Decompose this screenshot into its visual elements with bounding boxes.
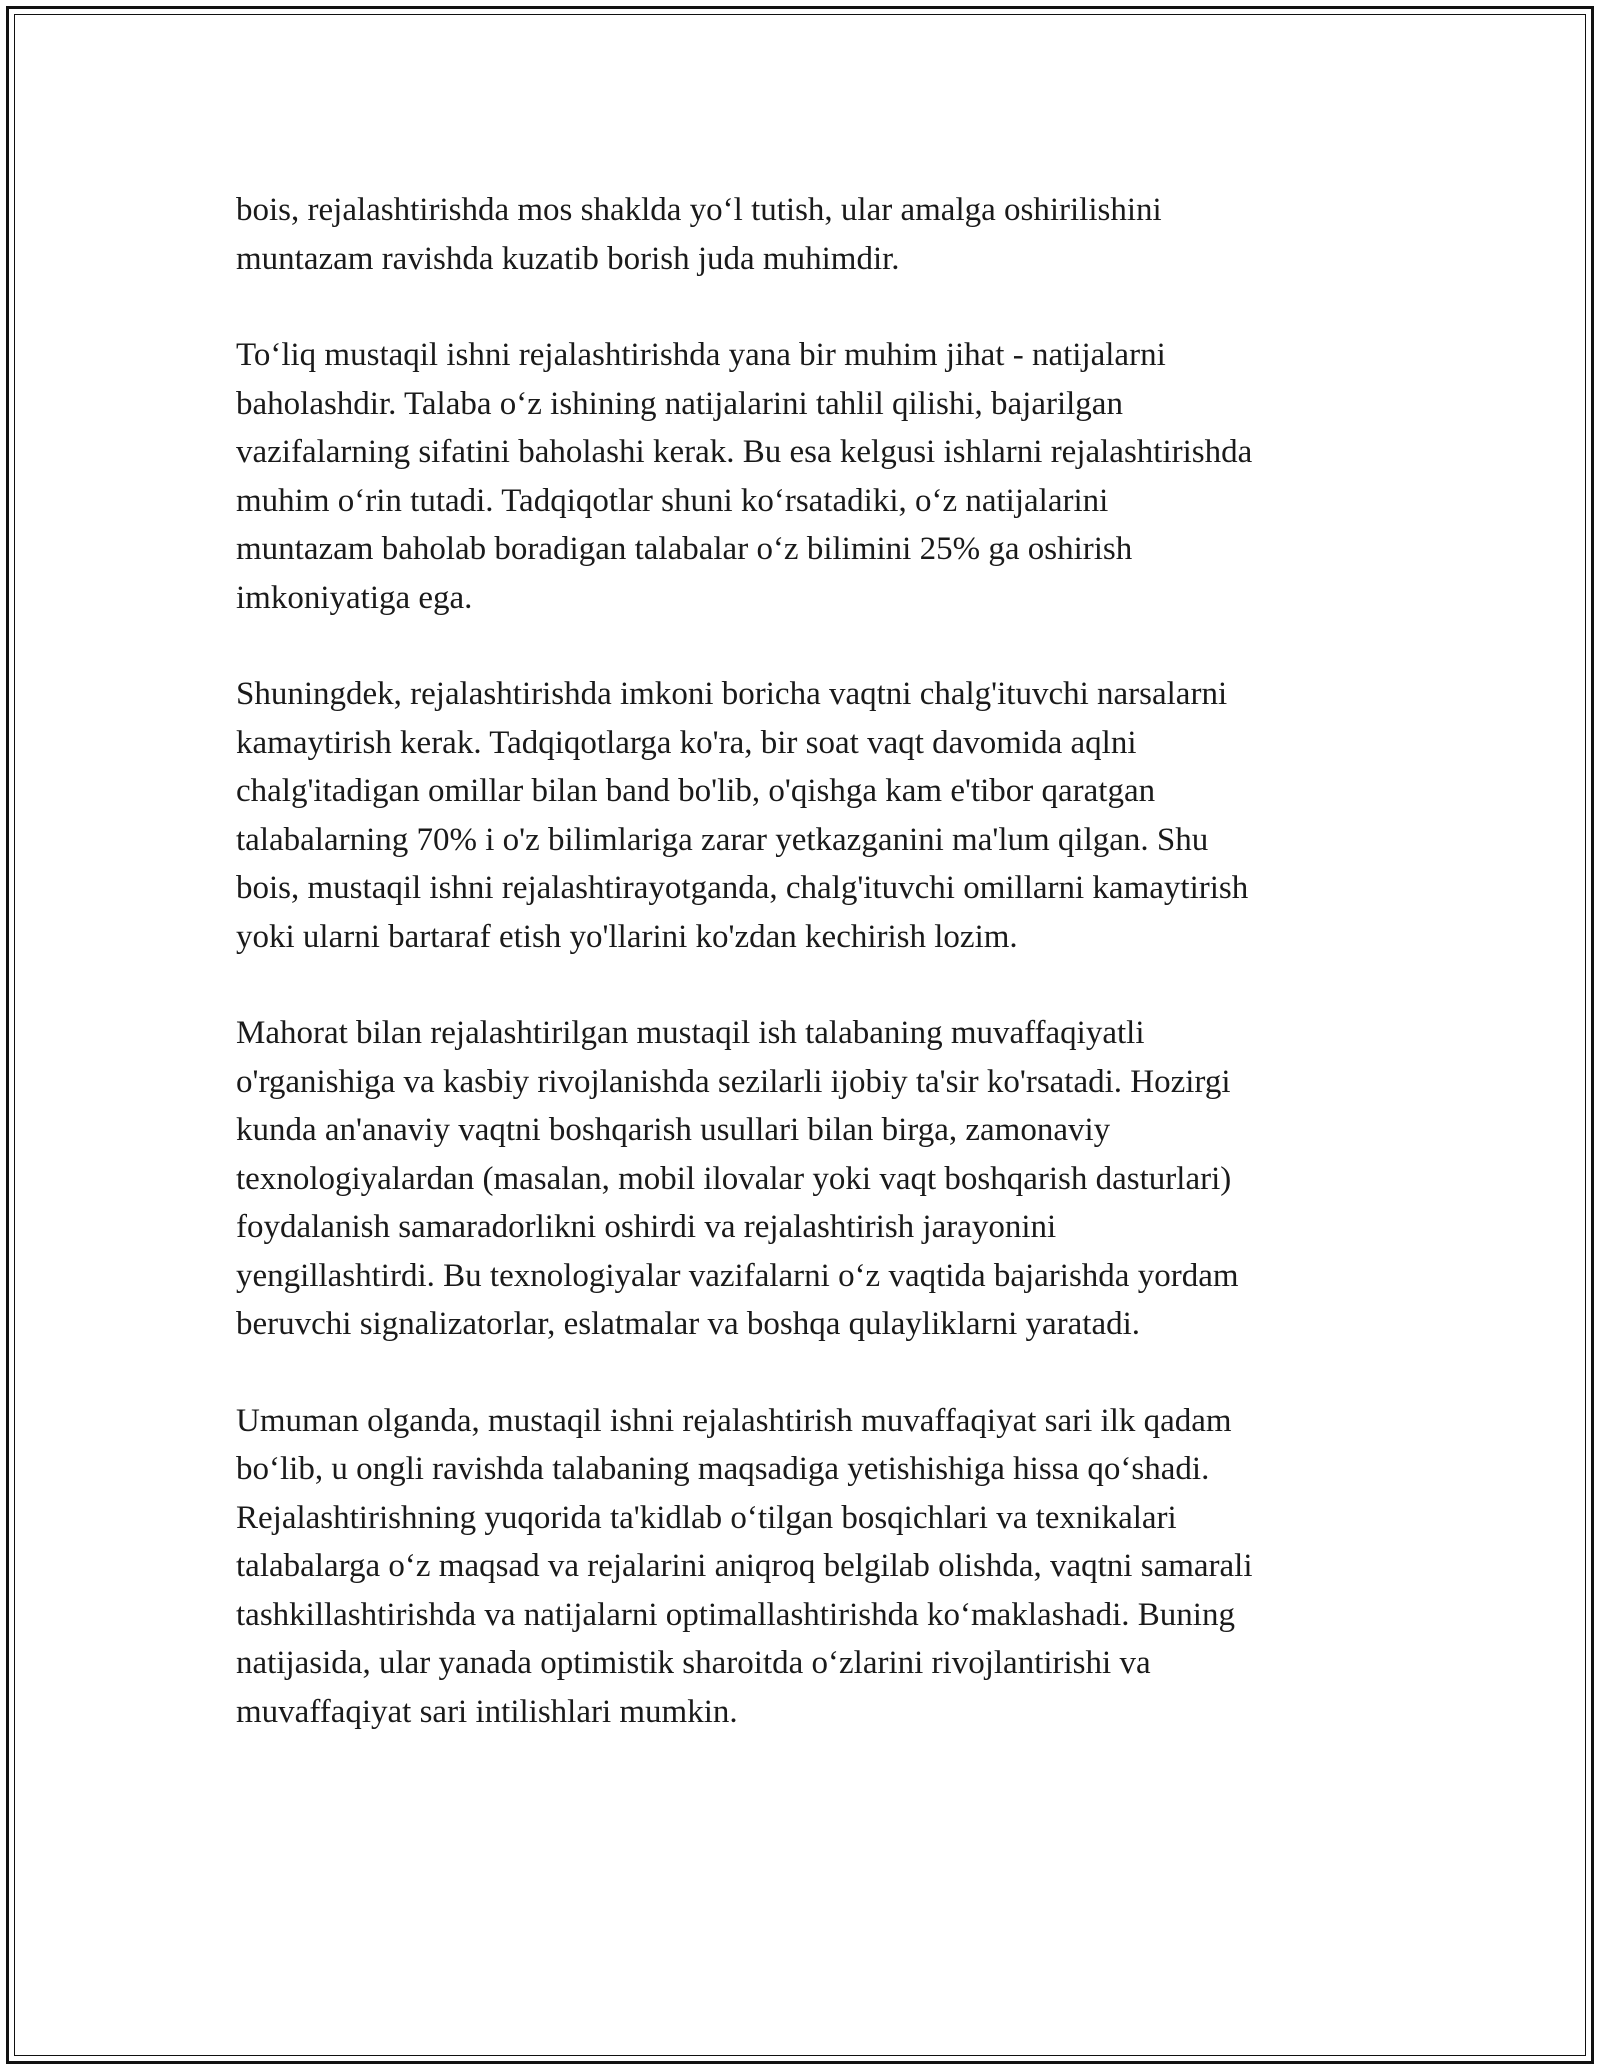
paragraph-monitoring: bois, rejalashtirishda mos shaklda yo‘l tutish, ular amalga oshirilishini muntazam ravishda kuzatib borish juda muhimdir. [236, 192, 1162, 277]
document-body [236, 186, 1386, 1784]
paragraph-evaluating-results: To‘liq mustaqil ishni rejalashtirishda yana bir muhim jihat - natijalarni baholashdir. Talaba o‘z ishining natijalarini tahlil qilishi, bajarilgan vazifalarning sifatini baholashi kerak. Bu esa kelgusi ishlarni rejalashtirishda muhim o‘rin tutadi. Tadqiqotlar shuni ko‘rsatadiki, o‘z natijalarini muntazam baholab boradigan talabalar o‘z bilimini 25% ga oshirish imkoniyatiga ega. [236, 337, 1253, 616]
paragraph-planned-independent-work: Mahorat bilan rejalashtirilgan mustaqil ish talabaning muvaffaqiyatli o'rganishiga va kasbiy rivojlanishda sezilarli ijobiy ta'sir ko'rsatadi. Hozirgi kunda an'anaviy vaqtni boshqarish usullari bilan birga, zamonaviy texnologiyalardan (masalan, mobil ilovalar yoki vaqt boshqarish dasturlari) foydalanish samaradorlikni oshirdi va rejalashtirish jarayonini yengillashtirdi. Bu texnologiyalar vazifalarni o‘z vaqtida bajarishda yordam beruvchi signalizatorlar, eslatmalar va boshqa qulayliklarni yaratadi. [236, 1015, 1239, 1342]
paragraph-conclusion: Umuman olganda, mustaqil ishni rejalashtirish muvaffaqiyat sari ilk qadam bo‘lib, u ongli ravishda talabaning maqsadiga yetishishiga hissa qo‘shadi. Rejalashtirishning yuqorida ta'kidlab o‘tilgan bosqichlari va texnikalari talabalarga o‘z maqsad va rejalarini aniqroq belgilab olishda, vaqtni samarali tashkillashtirishda va natijalarni optimallashtirishda ko‘maklashadi. Buning natijasida, ular yanada optimistik sharoitda o‘zlarini rivojlantirishi va muvaffaqiyat sari intilishlari mumkin. [236, 1402, 1253, 1730]
paragraph-reducing-distractions: Shuningdek, rejalashtirishda imkoni boricha vaqtni chalg'ituvchi narsalarni kamaytirish kerak. Tadqiqotlarga ko'ra, bir soat vaqt davomida aqlni chalg'itadigan omillar bilan band bo'lib, o'qishga kam e'tibor qaratgan talabalarning 70% i o'z bilimlariga zarar yetkazganini ma'lum qilgan. Shu bois, mustaqil ishni rejalashtirayotganda, chalg'ituvchi omillarni kamaytirish yoki ularni bartaraf etish yo'llarini ko'zdan kechirish lozim. [236, 676, 1249, 955]
